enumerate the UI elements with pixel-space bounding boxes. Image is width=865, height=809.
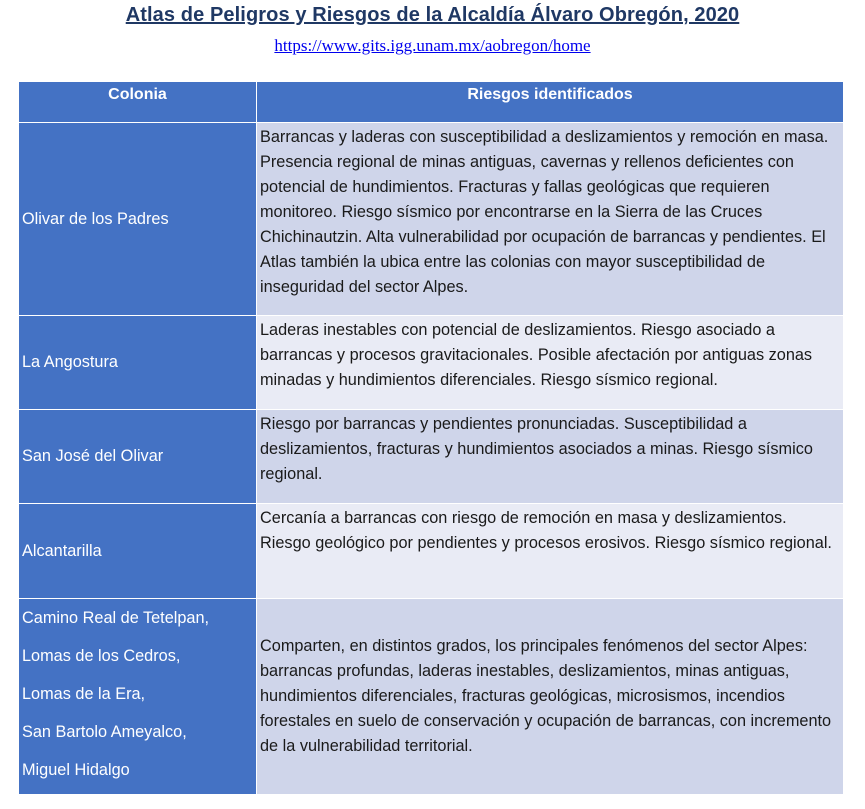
table-row (19, 410, 844, 504)
page-title: Atlas de Peligros y Riesgos de la Alcaldía Álvaro Obregón, 2020 (125, 4, 740, 26)
riesgos-cell: Barrancas y laderas con susceptibilidad a deslizamientos y remoción en masa. Presencia regional de minas antiguas, cavernas y rellenos deficientes con potencial de hundimientos. Fracturas y fallas geológicas que requieren monitoreo. Riesgo sísmico por encontrarse en la Sierra de las Cruces Chichinautzin. Alta vulnerabilidad por ocupación de barrancas y pendientes. El Atlas también la ubica entre las colonias con mayor susceptibilidad de inseguridad del sector Alpes. (257, 123, 844, 316)
colonia-name: San Bartolo Ameyalco, (22, 723, 187, 741)
colonia-cell: San José del Olivar (19, 410, 257, 504)
colonia-name: Miguel Hidalgo (22, 761, 130, 779)
colonia-cell: Alcantarilla (19, 504, 257, 599)
riesgos-cell: Riesgo por barrancas y pendientes pronunciadas. Susceptibilidad a deslizamientos, fracturas y hundimientos asociados a minas. Riesgo sísmico regional. (257, 410, 844, 504)
riesgos-cell: Cercanía a barrancas con riesgo de remoción en masa y deslizamientos. Riesgo geológico por pendientes y procesos erosivos. Riesgo sísmico regional. (257, 504, 844, 599)
colonia-cell-group (19, 599, 257, 795)
table-row (19, 599, 844, 795)
source-link[interactable]: https://www.gits.igg.unam.mx/aobregon/home (274, 36, 591, 55)
table-row (19, 123, 844, 316)
colonia-name: Lomas de la Era, (22, 685, 146, 703)
colonia-cell: Olivar de los Padres (19, 123, 257, 316)
colonia-name: Lomas de los Cedros, (22, 647, 181, 665)
table-row (19, 316, 844, 410)
column-header-riesgos: Riesgos identificados (257, 82, 844, 123)
table-header-row (19, 82, 844, 123)
risk-table (18, 81, 844, 795)
colonia-cell: La Angostura (19, 316, 257, 410)
table-row (19, 504, 844, 599)
riesgos-cell: Laderas inestables con potencial de deslizamientos. Riesgo asociado a barrancas y procesos gravitacionales. Posible afectación por antiguas zonas minadas y hundimientos diferenciales. Riesgo sísmico regional. (257, 316, 844, 410)
riesgos-cell: Comparten, en distintos grados, los principales fenómenos del sector Alpes: barrancas profundas, laderas inestables, deslizamientos, minas antiguas, hundimientos diferenciales, fracturas geológicas, microsismos, incendios forestales en suelo de conservación y ocupación de barrancas, con incremento de la vulnerabilidad territorial. (257, 599, 844, 795)
column-header-colonia: Colonia (19, 82, 257, 123)
colonia-name: Camino Real de Tetelpan, (22, 609, 210, 627)
